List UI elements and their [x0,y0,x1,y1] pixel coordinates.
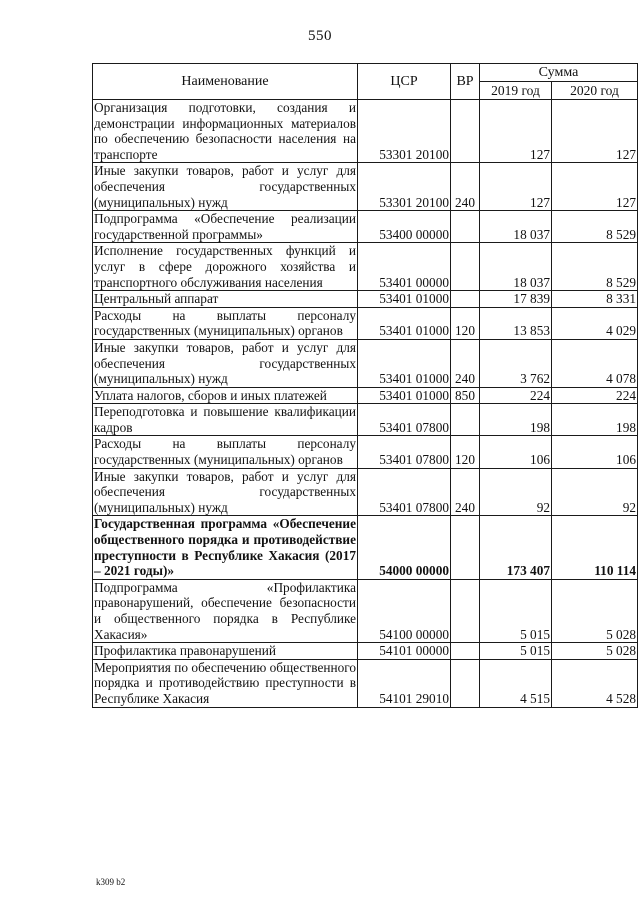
table-row [93,211,638,243]
header-csr: ЦСР [358,64,451,100]
header-sum: Сумма [480,64,638,82]
row-name: Подпрограмма «Профилактика правонарушений, обеспечение безопасности и общественного порядка в Республике Хакасия» [94,579,356,642]
row-vr [451,659,480,707]
row-vr [451,211,480,243]
row-sum-2020: 8 529 [552,211,638,243]
row-csr: 54000 00000 [358,516,451,579]
table-body [93,100,638,708]
row-sum-2020: 127 [552,163,638,211]
row-name: Расходы на выплаты персоналу государственных (муниципальных) органов [94,436,356,468]
row-name: Центральный аппарат [93,291,358,308]
row-name: Расходы на выплаты персоналу государственных (муниципальных) органов [94,307,356,339]
table-row [93,404,638,436]
row-sum-2020: 198 [552,404,638,436]
row-csr: 53401 07800 [358,468,451,516]
row-csr: 54101 29010 [358,659,451,707]
budget-table [92,63,638,708]
row-sum-2020: 4 078 [552,339,638,387]
row-csr: 53401 01000 [358,291,451,308]
row-name: Исполнение государственных функций и услуг в сфере дорожного хозяйства и транспортного обслуживания населения [94,243,356,290]
row-vr [451,643,480,660]
table-row [93,307,638,339]
row-sum-2020: 5 028 [552,579,638,642]
row-sum-2020: 127 [552,100,638,163]
header-name: Наименование [93,64,358,100]
row-name: Мероприятия по обеспечению общественного порядка и противодействию преступности в Республике Хакасия [94,659,356,706]
row-sum-2020: 4 029 [552,307,638,339]
table-row [93,579,638,642]
row-sum-2019: 173 407 [480,516,552,579]
row-sum-2020: 92 [552,468,638,516]
row-name: Подпрограмма «Обеспечение реализации государственной программы» [94,211,356,242]
row-csr: 53401 01000 [358,387,451,404]
row-vr [451,100,480,163]
row-name: Иные закупки товаров, работ и услуг для обеспечения государственных (муниципальных) нужд [94,339,356,387]
row-name: Организация подготовки, создания и демонстрации информационных материалов по обеспечению безопасности населения на транспорте [94,100,356,162]
row-vr: 240 [451,339,480,387]
row-vr: 120 [451,436,480,468]
row-sum-2019: 5 015 [480,579,552,642]
row-vr [451,579,480,642]
row-sum-2020: 106 [552,436,638,468]
row-csr: 54101 00000 [358,643,451,660]
row-sum-2020: 224 [552,387,638,404]
table-row [93,436,638,468]
row-sum-2019: 18 037 [480,211,552,243]
row-csr: 53401 07800 [358,436,451,468]
table-row [93,100,638,163]
table-row [93,468,638,516]
table-row [93,291,638,308]
row-name: Переподготовка и повышение квалификации кадров [94,404,356,435]
header-year-2020: 2020 год [552,82,638,100]
row-csr: 53401 01000 [358,307,451,339]
table-row [93,643,638,660]
row-csr: 53401 07800 [358,404,451,436]
row-csr: 53301 20100 [358,100,451,163]
row-name: Уплата налогов, сборов и иных платежей [93,387,358,404]
row-csr: 54100 00000 [358,579,451,642]
row-sum-2019: 127 [480,100,552,163]
row-vr [451,291,480,308]
row-vr [451,516,480,579]
row-csr: 53401 00000 [358,243,451,291]
row-sum-2020: 8 529 [552,243,638,291]
page-number: 550 [308,28,332,44]
row-sum-2020: 110 114 [552,516,638,579]
table-row [93,163,638,211]
row-csr: 53301 20100 [358,163,451,211]
row-sum-2019: 127 [480,163,552,211]
table-row-program [93,516,638,579]
row-vr: 240 [451,468,480,516]
row-sum-2019: 17 839 [480,291,552,308]
row-sum-2019: 3 762 [480,339,552,387]
row-vr: 120 [451,307,480,339]
table-header [93,64,638,100]
row-sum-2019: 4 515 [480,659,552,707]
header-vr: ВР [451,64,480,100]
row-csr: 53401 01000 [358,339,451,387]
row-sum-2020: 4 528 [552,659,638,707]
row-name: Иные закупки товаров, работ и услуг для обеспечения государственных (муниципальных) нужд [94,163,356,210]
row-vr: 850 [451,387,480,404]
row-name: Государственная программа «Обеспечение общественного порядка и противодействие преступности в Республике Хакасия (2017 – 2021 годы)» [94,516,356,579]
row-sum-2020: 8 331 [552,291,638,308]
table-row [93,659,638,707]
row-name: Иные закупки товаров, работ и услуг для обеспечения государственных (муниципальных) нужд [94,468,356,515]
table-row [93,243,638,291]
header-year-2019: 2019 год [480,82,552,100]
footer-code: k309 b2 [96,877,126,887]
row-sum-2019: 224 [480,387,552,404]
row-name: Профилактика правонарушений [93,643,358,660]
row-sum-2019: 18 037 [480,243,552,291]
row-sum-2020: 5 028 [552,643,638,660]
row-csr: 53400 00000 [358,211,451,243]
row-sum-2019: 198 [480,404,552,436]
row-vr: 240 [451,163,480,211]
table-row [93,387,638,404]
row-sum-2019: 92 [480,468,552,516]
row-sum-2019: 5 015 [480,643,552,660]
row-sum-2019: 106 [480,436,552,468]
row-sum-2019: 13 853 [480,307,552,339]
table-row [93,339,638,387]
row-vr [451,243,480,291]
row-vr [451,404,480,436]
